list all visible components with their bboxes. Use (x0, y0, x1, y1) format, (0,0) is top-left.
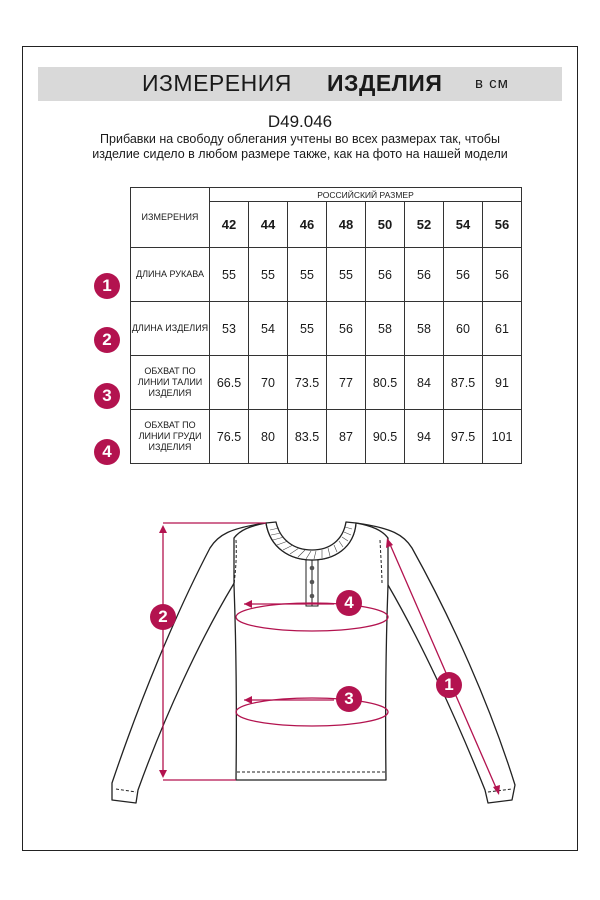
title-bold: ИЗДЕЛИЯ (327, 70, 443, 96)
table-cell: 60 (444, 302, 483, 356)
row-badge-1: 1 (94, 273, 120, 299)
row-badge-2: 2 (94, 327, 120, 353)
table-cell: 80.5 (366, 356, 405, 410)
size-header: 42 (210, 202, 249, 248)
marker-chest: 4 (336, 590, 362, 616)
table-cell: 55 (288, 302, 327, 356)
table-cell: 58 (405, 302, 444, 356)
table-cell: 97.5 (444, 410, 483, 464)
marker-length: 2 (150, 604, 176, 630)
table-cell: 70 (249, 356, 288, 410)
table-cell: 76.5 (210, 410, 249, 464)
row-label: ДЛИНА ИЗДЕЛИЯ (131, 302, 210, 356)
size-header: 52 (405, 202, 444, 248)
size-header: 56 (483, 202, 522, 248)
size-group-header: РОССИЙСКИЙ РАЗМЕР (210, 188, 522, 202)
table-cell: 55 (249, 248, 288, 302)
table-cell: 77 (327, 356, 366, 410)
marker-sleeve: 1 (436, 672, 462, 698)
table-cell: 84 (405, 356, 444, 410)
table-cell: 53 (210, 302, 249, 356)
row-label: ОБХВАТ ПО ЛИНИИ ТАЛИИ ИЗДЕЛИЯ (131, 356, 210, 410)
table-cell: 90.5 (366, 410, 405, 464)
table-cell: 83.5 (288, 410, 327, 464)
row-label: ДЛИНА РУКАВА (131, 248, 210, 302)
table-cell: 55 (327, 248, 366, 302)
title-regular: ИЗМЕРЕНИЯ (142, 70, 292, 96)
table-cell: 56 (444, 248, 483, 302)
table-cell: 87.5 (444, 356, 483, 410)
garment-body (234, 523, 388, 780)
product-code: D49.046 (267, 112, 333, 131)
table-cell: 55 (210, 248, 249, 302)
size-header: 44 (249, 202, 288, 248)
table-cell: 87 (327, 410, 366, 464)
table-cell: 54 (249, 302, 288, 356)
table-cell: 66.5 (210, 356, 249, 410)
fit-note: Прибавки на свободу облегания учтены во всех размерах так, чтобы изделие сидело в любом размере также, как на фото на нашей модели (92, 132, 508, 161)
sleeve-measure (389, 542, 497, 790)
table-cell: 56 (366, 248, 405, 302)
marker-waist: 3 (336, 686, 362, 712)
corner-label: ИЗМЕРЕНИЯ (131, 188, 210, 248)
row-label: ОБХВАТ ПО ЛИНИИ ГРУДИ ИЗДЕЛИЯ (131, 410, 210, 464)
size-header: 48 (327, 202, 366, 248)
table-cell: 94 (405, 410, 444, 464)
table-cell: 61 (483, 302, 522, 356)
row-badge-4: 4 (94, 439, 120, 465)
size-header: 46 (288, 202, 327, 248)
table-cell: 73.5 (288, 356, 327, 410)
unit-label: в см (475, 75, 509, 92)
table-cell: 58 (366, 302, 405, 356)
table-cell: 55 (288, 248, 327, 302)
table-cell: 80 (249, 410, 288, 464)
table-cell: 56 (405, 248, 444, 302)
table-cell: 56 (483, 248, 522, 302)
size-header: 50 (366, 202, 405, 248)
row-badge-3: 3 (94, 383, 120, 409)
table-cell: 101 (483, 410, 522, 464)
table-cell: 91 (483, 356, 522, 410)
table-cell: 56 (327, 302, 366, 356)
size-header: 54 (444, 202, 483, 248)
